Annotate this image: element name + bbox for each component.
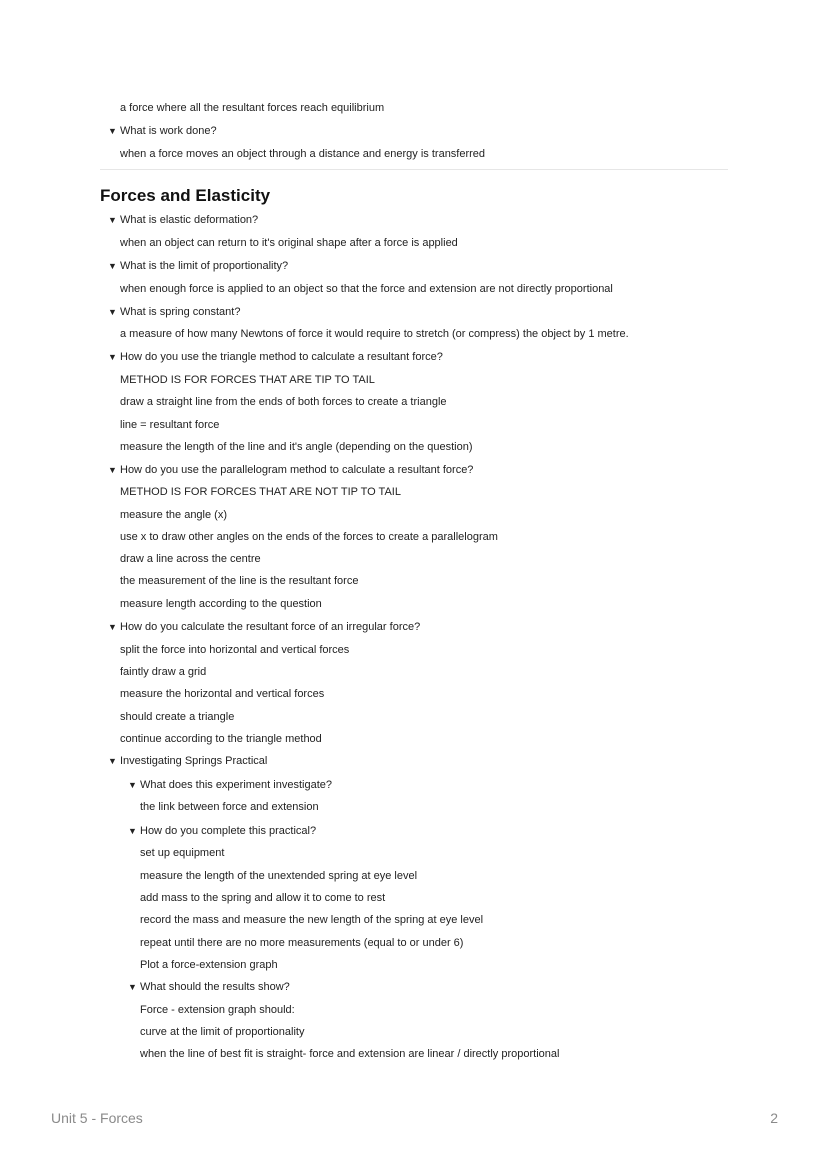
answer-text: add mass to the spring and allow it to come to rest (140, 892, 386, 904)
triangle-down-icon: ▼ (108, 756, 117, 766)
toggle-question-parallelogram-method[interactable] (108, 463, 473, 477)
answer-text: when a force moves an object through a distance and energy is transferred (120, 148, 486, 160)
question-text: What should the results show? (140, 981, 290, 993)
section-heading: Forces and Elasticity (100, 186, 271, 205)
toggle-question-work-done[interactable] (108, 124, 217, 138)
answer-text: measure the length of the unextended spring at eye level (140, 870, 418, 882)
toggle-question-complete-practical[interactable] (128, 824, 316, 838)
triangle-down-icon: ▼ (108, 465, 117, 475)
answer-text: when an object can return to it's original shape after a force is applied (120, 237, 458, 249)
answer-text: faintly draw a grid (120, 666, 207, 678)
answer-text: measure the length of the line and it's angle (depending on the question) (120, 441, 473, 453)
triangle-down-icon: ▼ (108, 307, 117, 317)
triangle-down-icon: ▼ (108, 126, 117, 136)
triangle-down-icon: ▼ (108, 215, 117, 225)
triangle-down-icon: ▼ (128, 982, 137, 992)
answer-text: measure length according to the question (120, 598, 322, 610)
answer-text: set up equipment (140, 847, 225, 859)
answer-text: METHOD IS FOR FORCES THAT ARE TIP TO TAIL (120, 374, 375, 386)
answer-text: measure the angle (x) (120, 509, 227, 521)
answer-text: the link between force and extension (140, 801, 319, 813)
toggle-question-irregular-force[interactable] (108, 620, 420, 634)
toggle-question-limit-of-proportionality[interactable] (108, 259, 288, 273)
triangle-down-icon: ▼ (128, 780, 137, 790)
answer-text: measure the horizontal and vertical forces (120, 688, 325, 700)
toggle-question-elastic-deformation[interactable] (108, 213, 258, 227)
answer-text: Plot a force-extension graph (140, 959, 278, 971)
answer-text: Force - extension graph should: (140, 1004, 295, 1016)
question-text: What is elastic deformation? (120, 214, 259, 226)
answer-text: when enough force is applied to an object so that the force and extension are not directly proportional (120, 283, 613, 295)
answer-text: a measure of how many Newtons of force it would require to stretch (or compress) the object by 1 metre. (120, 328, 629, 340)
toggle-question-triangle-method[interactable] (108, 350, 443, 364)
question-text: What is the limit of proportionality? (120, 260, 289, 272)
section-divider (100, 169, 728, 170)
question-text: How do you use the parallelogram method to calculate a resultant force? (120, 464, 474, 476)
answer-text: METHOD IS FOR FORCES THAT ARE NOT TIP TO TAIL (120, 486, 401, 498)
answer-text: continue according to the triangle method (120, 733, 322, 745)
question-text: Investigating Springs Practical (120, 755, 268, 767)
toggle-question-results-show[interactable] (128, 980, 290, 994)
question-text: How do you calculate the resultant force of an irregular force? (120, 621, 421, 633)
answer-text: a force where all the resultant forces reach equilibrium (120, 102, 385, 114)
triangle-down-icon: ▼ (108, 261, 117, 271)
question-text: What is work done? (120, 125, 217, 137)
answer-text: split the force into horizontal and vertical forces (120, 644, 350, 656)
toggle-question-experiment-investigate[interactable] (128, 778, 332, 792)
answer-text: draw a line across the centre (120, 553, 261, 565)
answer-text: draw a straight line from the ends of both forces to create a triangle (120, 396, 447, 408)
answer-text: should create a triangle (120, 711, 235, 723)
question-text: What is spring constant? (120, 306, 241, 318)
page-number: 2 (770, 1110, 778, 1126)
triangle-down-icon: ▼ (128, 826, 137, 836)
answer-text: the measurement of the line is the resultant force (120, 575, 359, 587)
question-text: How do you complete this practical? (140, 825, 317, 837)
question-text: What does this experiment investigate? (140, 779, 332, 791)
triangle-down-icon: ▼ (108, 622, 117, 632)
answer-text: curve at the limit of proportionality (140, 1026, 305, 1038)
toggle-investigating-springs-practical[interactable] (108, 754, 267, 768)
answer-text: line = resultant force (120, 419, 220, 431)
answer-text: record the mass and measure the new length of the spring at eye level (140, 914, 484, 926)
answer-text: when the line of best fit is straight- force and extension are linear / directly proportional (140, 1048, 560, 1060)
answer-text: repeat until there are no more measurements (equal to or under 6) (140, 937, 464, 949)
triangle-down-icon: ▼ (108, 352, 117, 362)
toggle-question-spring-constant[interactable] (108, 305, 240, 319)
answer-text: use x to draw other angles on the ends of the forces to create a parallelogram (120, 531, 498, 543)
question-text: How do you use the triangle method to calculate a resultant force? (120, 351, 443, 363)
footer-title: Unit 5 - Forces (51, 1110, 143, 1126)
